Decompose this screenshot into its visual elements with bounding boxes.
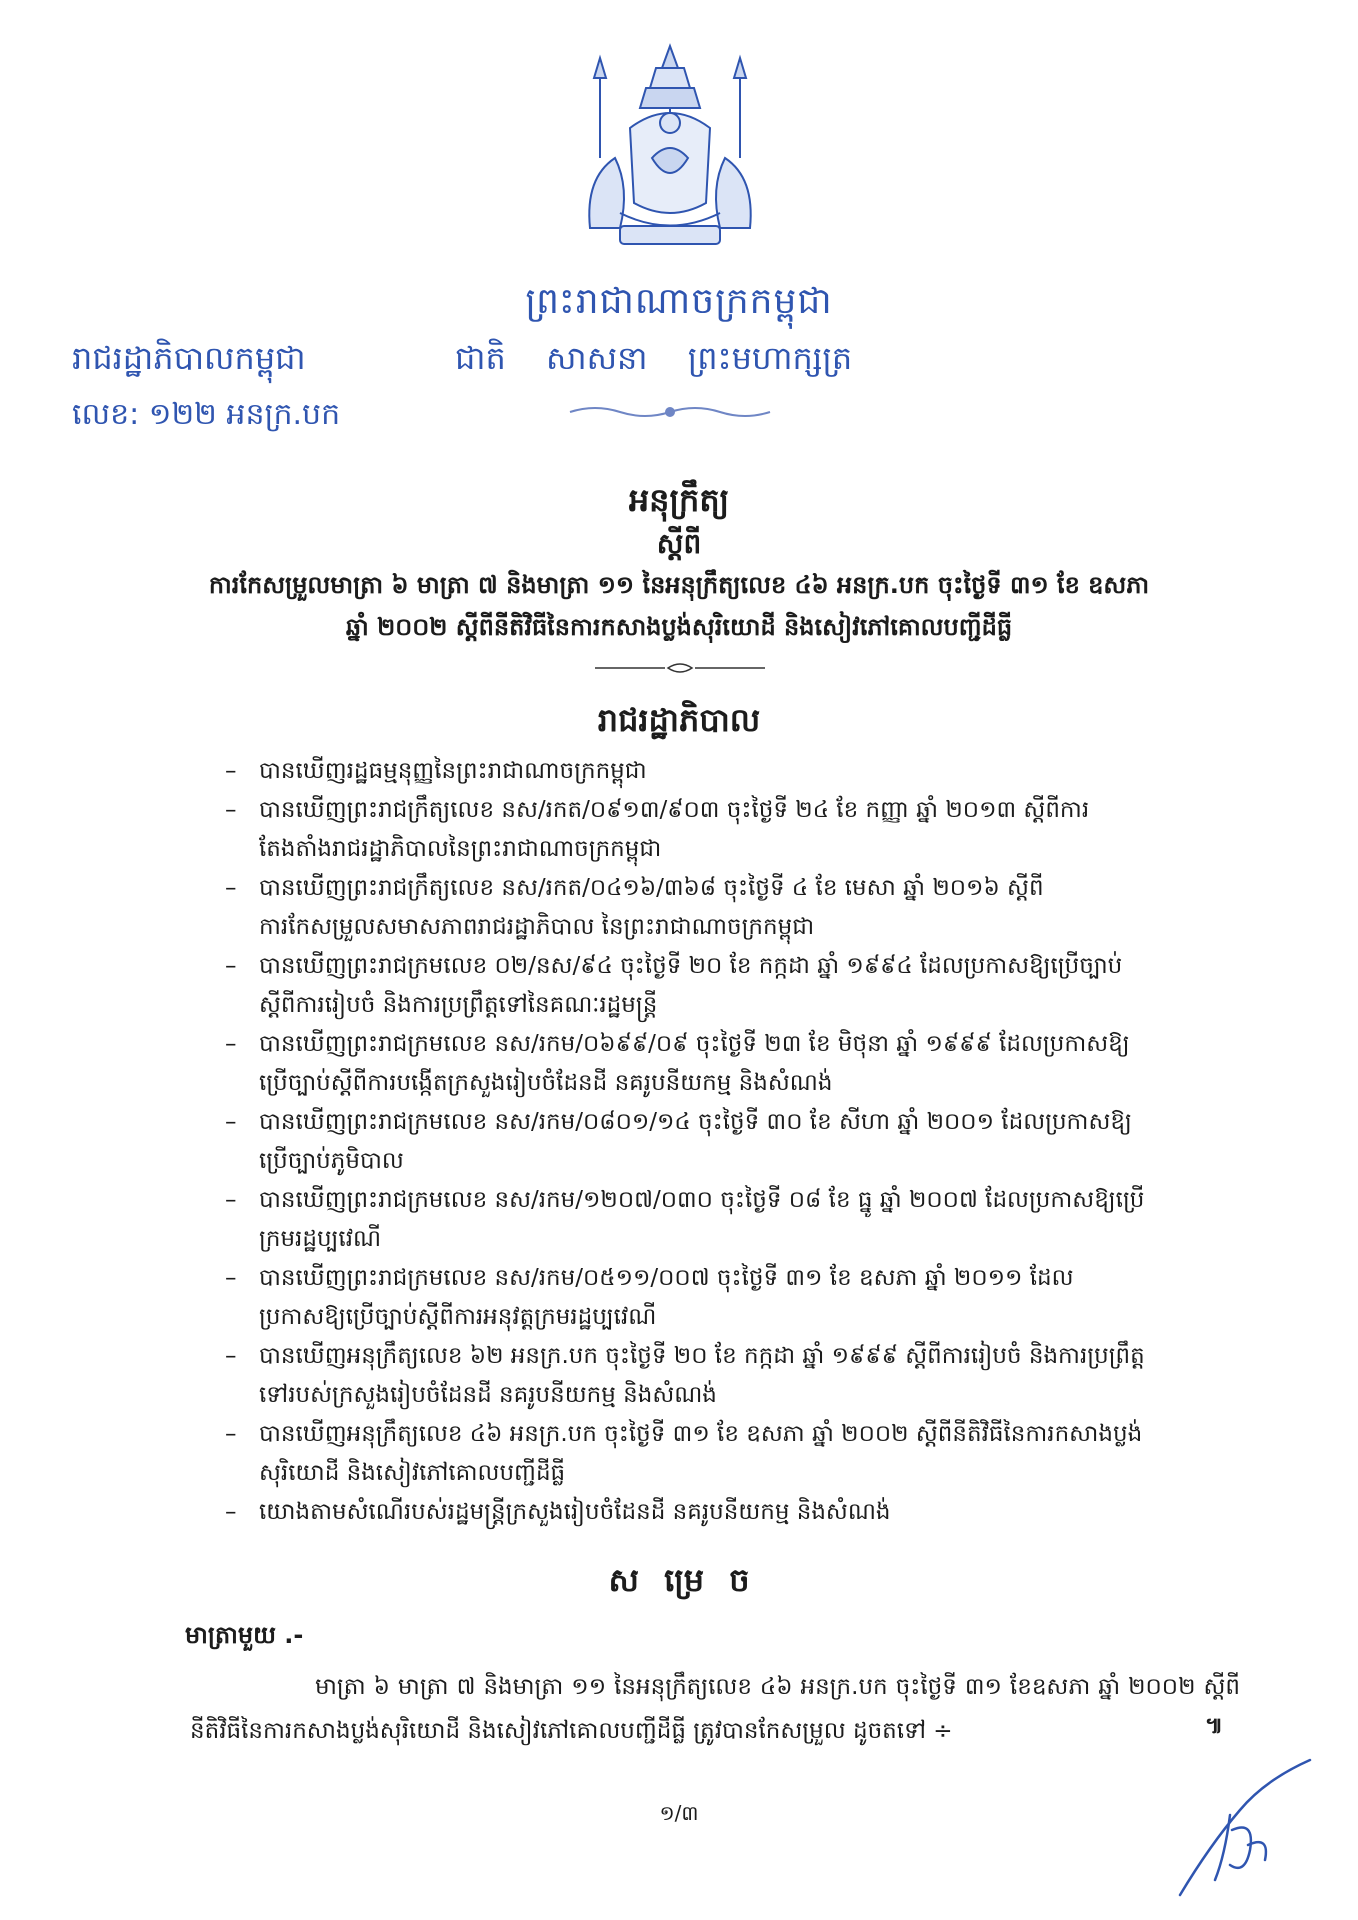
list-item: – យោងតាមសំណើរបស់រដ្ឋមន្ត្រីក្រសួងរៀបចំដែនដី នគរូបនីយកម្ម និងសំណង់	[225, 1493, 1145, 1532]
national-motto: ជាតិ សាសនា ព្រះមហាក្សត្រ	[455, 339, 853, 377]
list-item: – បានឃើញព្រះរាជក្រមលេខ នស/រកម/០៨០១/១៤ ចុះថ្ងៃទី ៣០ ខែ សីហា ឆ្នាំ ២០០១ ដែលប្រកាសឱ្យប្រើច្បាប់ភូមិបាល	[225, 1103, 1145, 1181]
list-item: – បានឃើញអនុក្រឹត្យលេខ ៦២ អនក្រ.បក ចុះថ្ងៃទី ២០ ខែ កក្កដា ឆ្នាំ ១៩៩៩ ស្តីពីការរៀបចំ និងការប្រព្រឹត្តទៅរបស់ក្រសួងរៀបចំដែនដី នគរូបនីយកម្ម និងសំណង់	[225, 1337, 1145, 1415]
government-name: រាជរដ្ឋាភិបាលកម្ពុជា	[72, 339, 306, 377]
title-line: ការកែសម្រួលមាត្រា ៦ មាត្រា ៧ និងមាត្រា ១១ នៃអនុក្រឹត្យលេខ ៤៦ អនក្រ.បក ចុះថ្ងៃទី ៣១ ខែ ឧសភា	[208, 571, 1150, 599]
motto-ornament-divider	[565, 402, 775, 422]
list-item: – បានឃើញព្រះរាជក្រមលេខ នស/រកម/០៦៩៩/០៩ ចុះថ្ងៃទី ២៣ ខែ មិថុនា ឆ្នាំ ១៩៩៩ ដែលប្រកាសឱ្យប្រើច្បាប់ស្តីពីការបង្កើតក្រសួងរៀបចំដែនដី នគរូបនីយកម្ម និងសំណង់	[225, 1025, 1145, 1103]
list-item: – បានឃើញអនុក្រឹត្យលេខ ៤៦ អនក្រ.បក ចុះថ្ងៃទី ៣១ ខែ ឧសភា ឆ្នាំ ២០០២ ស្តីពីនីតិវិធីនៃការកសាងប្លង់សុរិយោដី និងសៀវភៅគោលបញ្ជីដីធ្លី	[225, 1415, 1145, 1493]
handwritten-signature	[1170, 1755, 1320, 1900]
issuer-heading: រាជរដ្ឋាភិបាល	[597, 701, 761, 739]
legal-basis-list	[225, 752, 1145, 1532]
list-item: – បានឃើញព្រះរាជក្រឹត្យលេខ នស/រកត/០៩១៣/៩០៣ ចុះថ្ងៃទី ២៤ ខែ កញ្ញា ឆ្នាំ ២០១៣ ស្តីពីការតែងតាំងរាជរដ្ឋាភិបាលនៃព្រះរាជាណាចក្រកម្ពុជា	[225, 791, 1145, 869]
list-item: – បានឃើញរដ្ឋធម្មនុញ្ញនៃព្រះរាជាណាចក្រកម្ពុជា	[225, 752, 1145, 791]
kingdom-heading: ព្រះរាជាណាចក្រកម្ពុជា	[525, 281, 833, 322]
subject-label: ស្តីពី	[656, 527, 702, 560]
decision-heading: ស ម្រេ ច	[608, 1561, 750, 1599]
article-label: មាត្រាមួយ .-	[185, 1621, 304, 1649]
list-item: – បានឃើញព្រះរាជក្រឹត្យលេខ នស/រកត/០៤១៦/៣៦៨ ចុះថ្ងៃទី ៤ ខែ មេសា ឆ្នាំ ២០១៦ ស្តីពីការកែសម្រួលសមាសភាពរាជរដ្ឋាភិបាល នៃព្រះរាជាណាចក្រកម្ពុជា	[225, 869, 1145, 947]
document-number: លេខ: ១២២ អនក្រ.បក	[72, 397, 341, 432]
page-number: ១/៣	[659, 1801, 699, 1825]
list-item: – បានឃើញព្រះរាជក្រមលេខ នស/រកម/១២០៧/០៣០ ចុះថ្ងៃទី ០៨ ខែ ធ្នូ ឆ្នាំ ២០០៧ ដែលប្រកាសឱ្យប្រើក្រមរដ្ឋប្បវេណី	[225, 1181, 1145, 1259]
document-type: អនុក្រឹត្យ	[628, 481, 730, 519]
list-item: – បានឃើញព្រះរាជក្រមលេខ ០២/នស/៩៤ ចុះថ្ងៃទី ២០ ខែ កក្កដា ឆ្នាំ ១៩៩៤ ដែលប្រកាសឱ្យប្រើច្បាប់ស្តីពីការរៀបចំ និងការប្រព្រឹត្តទៅនៃគណៈរដ្ឋមន្ត្រី	[225, 947, 1145, 1025]
continuation-mark: ៕	[1205, 1714, 1224, 1739]
title-ornament-divider	[590, 662, 770, 674]
royal-coat-of-arms-icon	[560, 38, 780, 258]
article-body: មាត្រា ៦ មាត្រា ៧ និងមាត្រា ១១ នៃអនុក្រឹត្យលេខ ៤៦ អនក្រ.បក ចុះថ្ងៃទី ៣១ ខែឧសភា ឆ្នាំ ២០០២ ស្តីពីនីតិវិធីនៃការកសាងប្លង់សុរិយោដី និងសៀវភៅគោលបញ្ជីដីធ្លី ត្រូវបានកែសម្រួល ដូចតទៅ ÷	[190, 1674, 1240, 1744]
title-line: ឆ្នាំ ២០០២ ស្តីពីនីតិវិធីនៃការកសាងប្លង់សុរិយោដី និងសៀវភៅគោលបញ្ជីដីធ្លី	[345, 613, 1013, 641]
list-item: – បានឃើញព្រះរាជក្រមលេខ នស/រកម/០៥១១/០០៧ ចុះថ្ងៃទី ៣១ ខែ ឧសភា ឆ្នាំ ២០១១ ដែលប្រកាសឱ្យប្រើច្បាប់ស្តីពីការអនុវត្តក្រមរដ្ឋប្បវេណី	[225, 1259, 1145, 1337]
